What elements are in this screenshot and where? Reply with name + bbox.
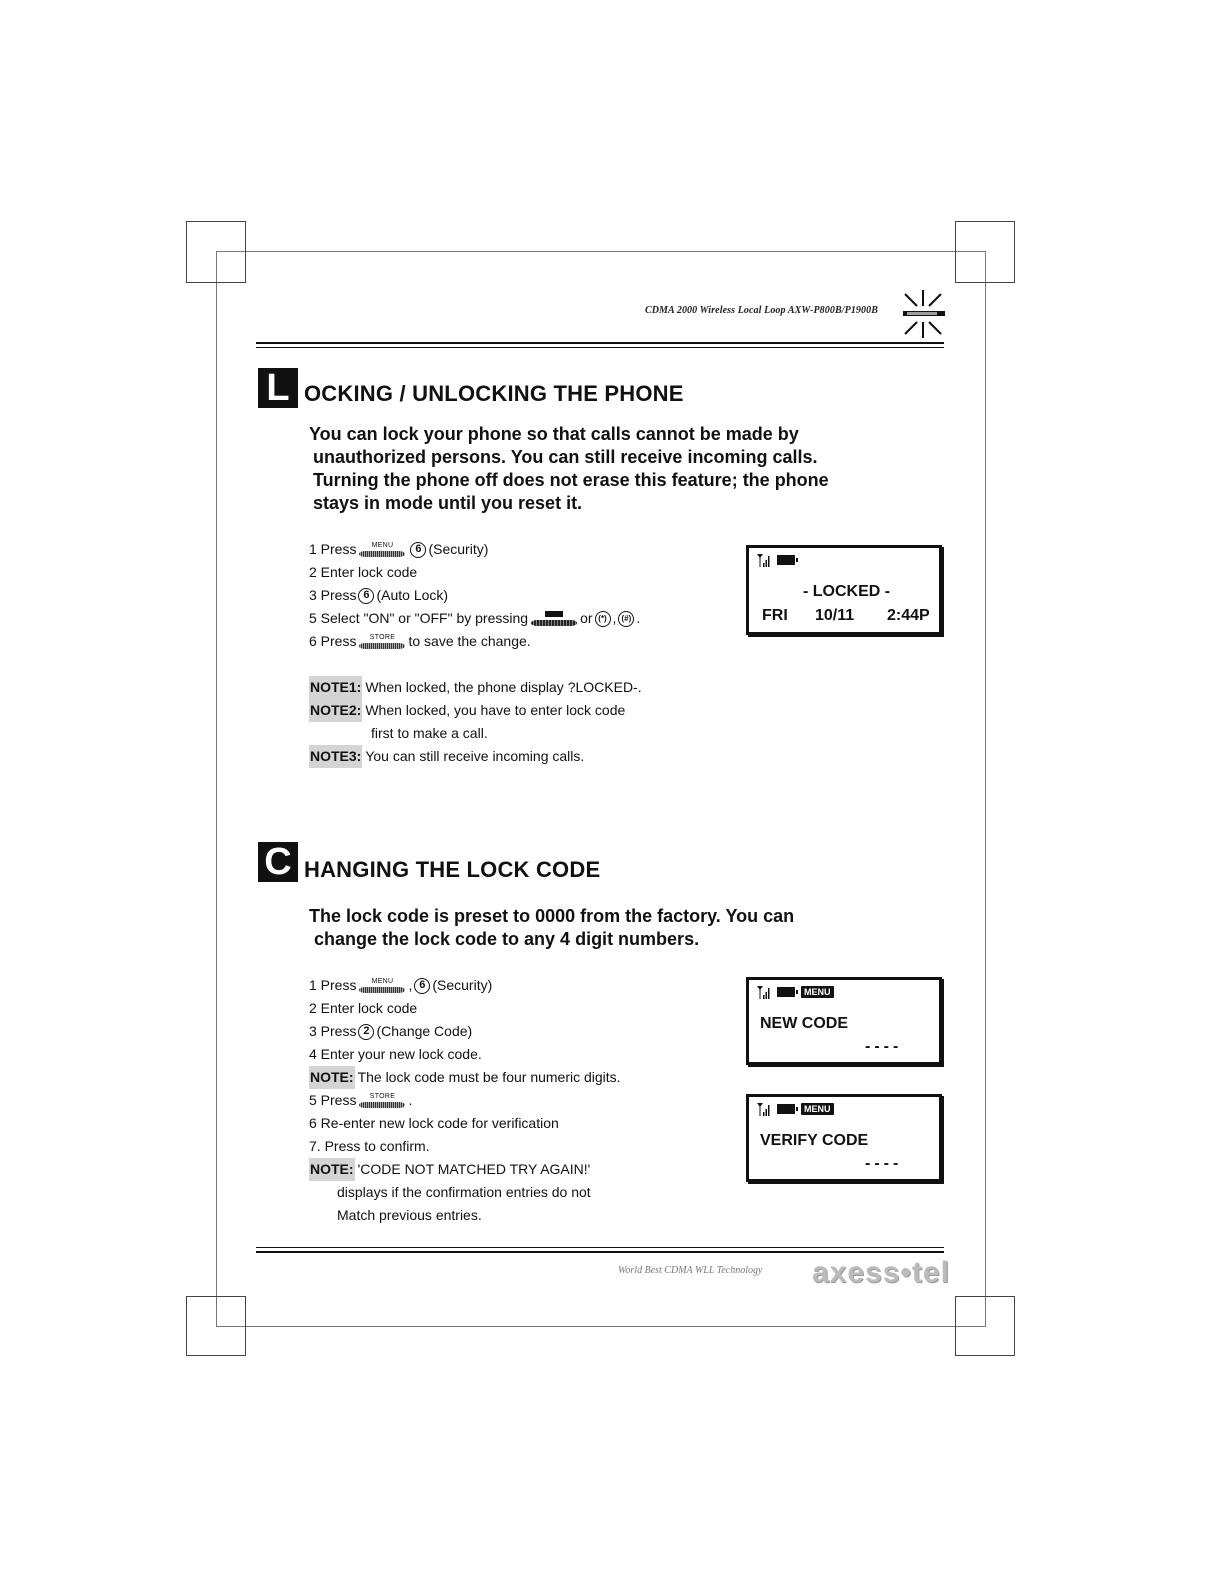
- intro-line: stays in mode until you reset it.: [313, 493, 583, 513]
- crop-mark-top-left: [186, 221, 246, 283]
- step-6: 6 Re-enter new lock code for verification: [309, 1115, 559, 1131]
- menu-badge: MENU: [801, 1103, 834, 1115]
- lcd-code-dashes: ----: [865, 1155, 903, 1172]
- key-6-icon: 6: [410, 542, 426, 558]
- lcd-code-dashes: ----: [865, 1038, 903, 1055]
- note-3: NOTE3: You can still receive incoming calls.: [309, 745, 642, 768]
- step-3: 3 Press 6 (Auto Lock): [309, 587, 449, 603]
- intro-line: Turning the phone off does not erase this feature; the phone: [313, 470, 829, 490]
- lcd-new-code-screen: [746, 977, 942, 1065]
- lcd-locked-text: - LOCKED -: [803, 583, 891, 600]
- frame-right: [985, 251, 986, 1327]
- crop-mark-bottom-right: [955, 1296, 1015, 1356]
- store-key-icon: STORE: [357, 1093, 407, 1109]
- signal-strength-icon: [757, 985, 771, 999]
- frame-left: [216, 251, 217, 1327]
- section-title-locking: OCKING / UNLOCKING THE PHONE: [304, 381, 684, 406]
- section-initial-l: L: [258, 368, 298, 408]
- key-6-icon: 6: [358, 588, 374, 604]
- crop-mark-top-right: [955, 221, 1015, 283]
- menu-badge: MENU: [801, 986, 834, 998]
- step-1: 1 Press MENU , 6 (Security): [309, 977, 493, 993]
- header-rule-thin: [256, 347, 944, 348]
- note-2-continued: first to make a call.: [371, 725, 488, 741]
- header-title: CDMA 2000 Wireless Local Loop AXW-P800B/P1900B: [644, 305, 878, 316]
- footer-rule-thick: [256, 1251, 944, 1253]
- star-key-icon: (*): [595, 611, 611, 627]
- steps-locking: [309, 538, 640, 653]
- lcd-time: 2:44P: [887, 607, 930, 624]
- intro-locking: [309, 423, 829, 515]
- frame-top: [216, 251, 986, 252]
- step-5: 5 Select "ON" or "OFF" by pressing or (*) , (#) .: [309, 610, 641, 626]
- menu-key-icon: MENU: [357, 542, 407, 558]
- lcd-day: FRI: [762, 607, 788, 624]
- note: NOTE: The lock code must be four numeric digits.: [309, 1066, 621, 1089]
- crop-mark-bottom-left: [186, 1296, 246, 1356]
- footer-tagline: World Best CDMA WLL Technology: [618, 1265, 763, 1276]
- frame-bottom: [216, 1326, 986, 1327]
- battery-icon: [777, 1104, 795, 1114]
- intro-changing: [309, 905, 794, 951]
- battery-icon: [777, 987, 795, 997]
- footer-rule: [256, 1247, 944, 1248]
- intro-line: change the lock code to any 4 digit numbers.: [314, 929, 700, 949]
- steps-changing: [309, 974, 621, 1227]
- lcd-locked-screen: [746, 545, 942, 635]
- navigation-key-icon: [529, 611, 579, 627]
- step-3: 3 Press 2 (Change Code): [309, 1023, 473, 1039]
- menu-key-icon: MENU: [357, 978, 407, 994]
- hash-key-icon: (#): [618, 611, 634, 627]
- note-2: NOTE: 'CODE NOT MATCHED TRY AGAIN!': [309, 1158, 621, 1181]
- section-title-changing: HANGING THE LOCK CODE: [304, 857, 601, 882]
- step-1: 1 Press MENU 6 (Security): [309, 541, 489, 557]
- intro-line: The lock code is preset to 0000 from the factory. You can: [309, 906, 795, 926]
- step-2: 2 Enter lock code: [309, 564, 418, 580]
- lcd-new-code-text: NEW CODE: [760, 1015, 848, 1032]
- note-2-continued: displays if the confirmation entries do not: [337, 1184, 591, 1200]
- starburst-logo-icon: [895, 286, 951, 342]
- signal-strength-icon: [757, 553, 771, 567]
- lcd-verify-code-text: VERIFY CODE: [760, 1132, 869, 1149]
- lcd-date: 10/11: [815, 607, 855, 624]
- section-initial-c: C: [258, 842, 298, 882]
- step-5: 5 Press STORE .: [309, 1092, 413, 1108]
- key-6-icon: 6: [414, 978, 430, 994]
- header-rule: [256, 342, 944, 344]
- signal-strength-icon: [757, 1102, 771, 1116]
- key-2-icon: 2: [358, 1024, 374, 1040]
- step-2: 2 Enter lock code: [309, 1000, 418, 1016]
- note-1: NOTE1: When locked, the phone display ?LOCKED-.: [309, 676, 642, 699]
- step-6: 6 Press STORE to save the change.: [309, 633, 531, 649]
- notes-locking: [309, 676, 642, 768]
- intro-line: unauthorized persons. You can still receive incoming calls.: [313, 447, 818, 467]
- note-2-continued: Match previous entries.: [337, 1207, 482, 1223]
- step-4: 4 Enter your new lock code.: [309, 1046, 482, 1062]
- battery-icon: [777, 555, 795, 565]
- intro-line: You can lock your phone so that calls cannot be made by: [309, 424, 799, 444]
- lcd-verify-code-screen: [746, 1094, 942, 1182]
- note-2: NOTE2: When locked, you have to enter lock code: [309, 699, 642, 722]
- step-7: 7. Press to confirm.: [309, 1138, 430, 1154]
- store-key-icon: STORE: [357, 634, 407, 650]
- axesstel-logo: axess•tel: [812, 1256, 950, 1289]
